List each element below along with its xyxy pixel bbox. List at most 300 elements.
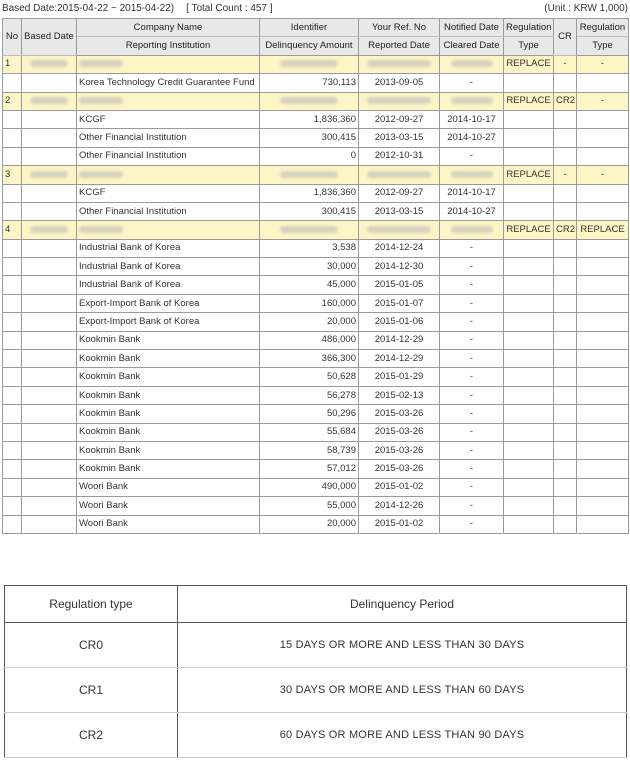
delinquency-amount: 0 [260,147,359,165]
institution-row[interactable] [3,202,629,220]
empty-cell [577,331,629,349]
regulation-type-value: - [577,166,629,184]
redacted-identifier [260,55,359,73]
redacted-ref-no [359,92,440,110]
reported-date: 2015-01-05 [359,276,440,294]
col-notified-date: Notified Date [440,19,504,37]
empty-cell [554,184,577,202]
empty-cell [22,294,77,312]
empty-cell [577,294,629,312]
cleared-date: - [440,258,504,276]
cleared-date: - [440,331,504,349]
reported-date: 2015-01-02 [359,515,440,533]
empty-cell [554,423,577,441]
empty-cell [3,202,22,220]
institution-row[interactable] [3,110,629,128]
empty-cell [3,350,22,368]
reported-date: 2015-03-26 [359,423,440,441]
empty-cell [504,350,554,368]
empty-cell [3,497,22,515]
row-no: 1 [3,55,22,73]
empty-cell [3,423,22,441]
redacted-notified-date [440,55,504,73]
delinquency-amount: 57,012 [260,460,359,478]
empty-cell [3,184,22,202]
institution-row[interactable] [3,441,629,459]
col-no: No [3,19,22,56]
empty-cell [22,313,77,331]
regulation-value: REPLACE [504,92,554,110]
institution-row[interactable] [3,405,629,423]
reporting-institution: Kookmin Bank [77,405,260,423]
legend-period: 30 DAYS OR MORE AND LESS THAN 60 DAYS [178,668,627,713]
empty-cell [577,184,629,202]
cr-value: CR2 [554,221,577,239]
reported-date: 2014-12-29 [359,331,440,349]
empty-cell [3,460,22,478]
delinquency-amount: 1,836,360 [260,110,359,128]
institution-row[interactable] [3,258,629,276]
reporting-institution: Industrial Bank of Korea [77,258,260,276]
cleared-date: - [440,460,504,478]
reported-date: 2015-02-13 [359,386,440,404]
empty-cell [504,441,554,459]
empty-cell [3,258,22,276]
col-reporting-institution: Reporting Institution [77,37,260,55]
empty-cell [554,147,577,165]
redacted-based-date [22,221,77,239]
empty-cell [554,294,577,312]
reporting-institution: KCGF [77,184,260,202]
delinquency-amount: 45,000 [260,276,359,294]
empty-cell [577,441,629,459]
cr-value: - [554,55,577,73]
reported-date: 2015-03-26 [359,405,440,423]
reported-date: 2015-03-26 [359,460,440,478]
empty-cell [22,386,77,404]
empty-cell [504,497,554,515]
delinquency-amount: 1,836,360 [260,184,359,202]
cleared-date: 2014-10-27 [440,129,504,147]
empty-cell [554,74,577,92]
empty-cell [3,276,22,294]
reporting-institution: Industrial Bank of Korea [77,276,260,294]
empty-cell [3,239,22,257]
redacted-ref-no [359,221,440,239]
redacted-based-date [22,166,77,184]
legend-row [5,623,627,668]
redacted-based-date [22,92,77,110]
redaction-blur [79,226,123,233]
redacted-identifier [260,221,359,239]
redaction-blur [367,226,431,233]
institution-row[interactable] [3,497,629,515]
empty-cell [577,258,629,276]
empty-cell [504,386,554,404]
empty-cell [577,497,629,515]
date-range-line [2,2,273,16]
reporting-institution: Kookmin Bank [77,441,260,459]
institution-row[interactable] [3,184,629,202]
delinquency-amount: 3,538 [260,239,359,257]
cleared-date: - [440,515,504,533]
empty-cell [22,515,77,533]
company-row[interactable] [3,166,629,184]
empty-cell [22,129,77,147]
cleared-date: - [440,423,504,441]
empty-cell [3,368,22,386]
legend-type: CR1 [5,668,178,713]
reporting-institution: Export-Import Bank of Korea [77,294,260,312]
reporting-institution: Kookmin Bank [77,331,260,349]
empty-cell [504,74,554,92]
redaction-blur [79,171,123,178]
cleared-date: - [440,239,504,257]
reporting-institution: KCGF [77,110,260,128]
total-count: [ Total Count : 457 ] [186,3,273,14]
empty-cell [22,350,77,368]
regulation-value: REPLACE [504,55,554,73]
empty-cell [22,331,77,349]
cleared-date: 2014-10-27 [440,202,504,220]
legend-row [5,668,627,713]
institution-row[interactable] [3,276,629,294]
regulation-type-value: REPLACE [577,221,629,239]
col-company-name: Company Name [77,19,260,37]
row-no: 3 [3,166,22,184]
redacted-notified-date [440,221,504,239]
redacted-based-date [22,55,77,73]
empty-cell [504,294,554,312]
institution-row[interactable] [3,368,629,386]
empty-cell [577,368,629,386]
redaction-blur [79,60,123,67]
delinquency-amount: 20,000 [260,313,359,331]
empty-cell [22,478,77,496]
cleared-date: - [440,350,504,368]
redacted-company-name [77,166,260,184]
empty-cell [22,147,77,165]
empty-cell [504,368,554,386]
empty-cell [577,423,629,441]
empty-cell [577,110,629,128]
empty-cell [504,478,554,496]
col-cr: CR [554,19,577,56]
col-cleared-date: Cleared Date [440,37,504,55]
empty-cell [554,405,577,423]
empty-cell [577,202,629,220]
col-type: Type [504,37,554,55]
redaction-blur [280,60,338,67]
redacted-company-name [77,221,260,239]
col-regulation: Regulation [504,19,554,37]
redacted-notified-date [440,92,504,110]
empty-cell [22,441,77,459]
cleared-date: - [440,294,504,312]
redaction-blur [451,171,493,178]
reported-date: 2013-09-05 [359,74,440,92]
delinquency-amount: 300,415 [260,129,359,147]
cleared-date: - [440,478,504,496]
empty-cell [3,478,22,496]
empty-cell [577,478,629,496]
reported-date: 2012-10-31 [359,147,440,165]
empty-cell [504,147,554,165]
reporting-institution: Kookmin Bank [77,386,260,404]
redaction-blur [30,226,68,233]
col-based-date: Based Date [22,19,77,56]
reporting-institution: Woori Bank [77,497,260,515]
empty-cell [3,129,22,147]
empty-cell [22,184,77,202]
empty-cell [577,239,629,257]
empty-cell [554,110,577,128]
reporting-institution: Kookmin Bank [77,368,260,386]
delinquency-amount: 30,000 [260,258,359,276]
empty-cell [3,110,22,128]
empty-cell [504,258,554,276]
empty-cell [504,405,554,423]
empty-cell [577,350,629,368]
reported-date: 2013-03-15 [359,129,440,147]
empty-cell [3,294,22,312]
delinquency-amount: 20,000 [260,515,359,533]
empty-cell [577,74,629,92]
redacted-ref-no [359,55,440,73]
based-date-range: Based Date:2015-04-22 ~ 2015-04-22) [2,3,175,14]
reported-date: 2014-12-30 [359,258,440,276]
company-row[interactable] [3,55,629,73]
reported-date: 2015-01-06 [359,313,440,331]
empty-cell [22,202,77,220]
institution-row[interactable] [3,423,629,441]
redaction-blur [451,226,493,233]
empty-cell [577,460,629,478]
reporting-institution: Other Financial Institution [77,202,260,220]
empty-cell [577,405,629,423]
reported-date: 2015-03-26 [359,441,440,459]
reporting-institution: Kookmin Bank [77,460,260,478]
cleared-date: - [440,276,504,294]
delinquency-amount: 50,296 [260,405,359,423]
delinquency-amount: 486,000 [260,331,359,349]
institution-row[interactable] [3,460,629,478]
empty-cell [554,313,577,331]
institution-row[interactable] [3,239,629,257]
cleared-date: - [440,441,504,459]
empty-cell [554,386,577,404]
regulation-value: REPLACE [504,221,554,239]
redaction-blur [280,171,338,178]
empty-cell [554,129,577,147]
empty-cell [554,478,577,496]
empty-cell [554,258,577,276]
redacted-identifier [260,92,359,110]
empty-cell [554,497,577,515]
col-your-ref: Your Ref. No [359,19,440,37]
empty-cell [3,441,22,459]
redaction-blur [280,97,338,104]
empty-cell [577,386,629,404]
delinquency-amount: 56,278 [260,386,359,404]
institution-row[interactable] [3,147,629,165]
delinquency-amount: 55,684 [260,423,359,441]
institution-row[interactable] [3,350,629,368]
empty-cell [554,239,577,257]
regulation-type-value: - [577,92,629,110]
reported-date: 2015-01-29 [359,368,440,386]
empty-cell [22,276,77,294]
delinquency-amount: 58,739 [260,441,359,459]
delinquency-amount: 55,000 [260,497,359,515]
empty-cell [504,331,554,349]
reporting-institution: Kookmin Bank [77,423,260,441]
table-body [3,55,629,533]
unit-label: (Unit : KRW 1,000) [544,3,628,14]
col-regulation2: Regulation [577,19,629,37]
redacted-company-name [77,55,260,73]
empty-cell [504,184,554,202]
empty-cell [504,129,554,147]
redaction-blur [79,97,123,104]
empty-cell [504,515,554,533]
empty-cell [554,331,577,349]
legend-type: CR0 [5,623,178,668]
empty-cell [554,202,577,220]
empty-cell [22,497,77,515]
empty-cell [554,441,577,459]
empty-cell [22,405,77,423]
empty-cell [504,110,554,128]
cleared-date: 2014-10-17 [440,110,504,128]
empty-cell [22,239,77,257]
empty-cell [504,313,554,331]
cleared-date: - [440,386,504,404]
delinquency-amount: 50,628 [260,368,359,386]
reporting-institution: Other Financial Institution [77,147,260,165]
cleared-date: 2014-10-17 [440,184,504,202]
reporting-institution: Woori Bank [77,515,260,533]
regulation-legend-table [4,585,627,758]
empty-cell [504,460,554,478]
legend-header-type: Regulation type [5,586,178,623]
delinquency-amount: 730,113 [260,74,359,92]
institution-row[interactable] [3,313,629,331]
empty-cell [554,276,577,294]
row-no: 4 [3,221,22,239]
regulation-type-value: - [577,55,629,73]
reported-date: 2014-12-24 [359,239,440,257]
institution-row[interactable] [3,386,629,404]
reported-date: 2012-09-27 [359,110,440,128]
reported-date: 2012-09-27 [359,184,440,202]
company-row[interactable] [3,92,629,110]
empty-cell [504,239,554,257]
institution-row[interactable] [3,74,629,92]
reported-date: 2014-12-29 [359,350,440,368]
empty-cell [22,74,77,92]
empty-cell [3,515,22,533]
redaction-blur [30,60,68,67]
redacted-identifier [260,166,359,184]
legend-header-period: Delinquency Period [178,586,627,623]
institution-row[interactable] [3,515,629,533]
empty-cell [22,258,77,276]
cleared-date: - [440,405,504,423]
empty-cell [577,313,629,331]
empty-cell [504,276,554,294]
empty-cell [554,368,577,386]
col-reported-date: Reported Date [359,37,440,55]
reporting-institution: Korea Technology Credit Guarantee Fund [77,74,260,92]
cleared-date: - [440,497,504,515]
report-header [2,2,628,16]
legend-row [5,713,627,758]
delinquency-amount: 490,000 [260,478,359,496]
empty-cell [3,74,22,92]
redaction-blur [451,97,493,104]
empty-cell [22,460,77,478]
reporting-institution: Industrial Bank of Korea [77,239,260,257]
cleared-date: - [440,147,504,165]
empty-cell [504,423,554,441]
empty-cell [3,405,22,423]
legend-type: CR2 [5,713,178,758]
redaction-blur [30,97,68,104]
empty-cell [3,313,22,331]
empty-cell [554,515,577,533]
institution-row[interactable] [3,478,629,496]
cr-value: - [554,166,577,184]
col-identifier: Identifier [260,19,359,37]
reporting-institution: Kookmin Bank [77,350,260,368]
reported-date: 2013-03-15 [359,202,440,220]
redaction-blur [280,226,338,233]
redacted-company-name [77,92,260,110]
empty-cell [577,129,629,147]
redaction-blur [451,60,493,67]
institution-row[interactable] [3,294,629,312]
cleared-date: - [440,313,504,331]
cr-value: CR2 [554,92,577,110]
company-row[interactable] [3,221,629,239]
row-no: 2 [3,92,22,110]
empty-cell [577,276,629,294]
empty-cell [3,331,22,349]
empty-cell [22,423,77,441]
table-header [3,19,629,56]
empty-cell [22,368,77,386]
redaction-blur [367,97,431,104]
empty-cell [577,147,629,165]
redaction-blur [30,171,68,178]
delinquency-table [2,18,629,534]
institution-row[interactable] [3,129,629,147]
cleared-date: - [440,74,504,92]
reporting-institution: Woori Bank [77,478,260,496]
redaction-blur [367,60,431,67]
empty-cell [3,386,22,404]
reported-date: 2014-12-26 [359,497,440,515]
cleared-date: - [440,368,504,386]
redacted-notified-date [440,166,504,184]
institution-row[interactable] [3,331,629,349]
empty-cell [554,460,577,478]
regulation-value: REPLACE [504,166,554,184]
legend-period: 15 DAYS OR MORE AND LESS THAN 30 DAYS [178,623,627,668]
empty-cell [504,202,554,220]
redacted-ref-no [359,166,440,184]
